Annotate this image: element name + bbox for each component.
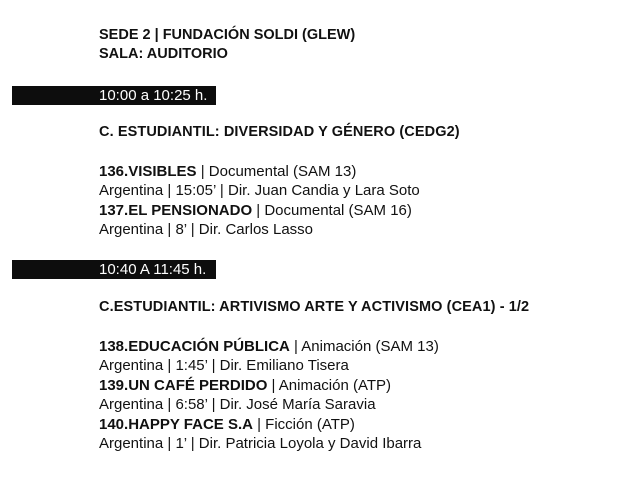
film-entry xyxy=(99,162,356,181)
film-entry xyxy=(99,201,412,220)
film-genre: | Animación (ATP) xyxy=(267,377,392,394)
film-details: Argentina | 8’ | Dir. Carlos Lasso xyxy=(99,221,313,238)
film-genre: | Documental (SAM 13) xyxy=(196,163,357,180)
film-genre: | Documental (SAM 16) xyxy=(252,202,412,219)
film-title: 137.EL PENSIONADO xyxy=(99,202,253,219)
film-entry xyxy=(99,337,439,356)
film-genre: | Ficción (ATP) xyxy=(252,416,355,433)
film-details: Argentina | 15:05’ | Dir. Juan Candia y Lara Soto xyxy=(99,182,420,199)
time-slot-2-label: 10:40 A 11:45 h. xyxy=(99,261,207,278)
time-slot-1-label: 10:00 a 10:25 h. xyxy=(99,87,208,104)
film-title: 138.EDUCACIÓN PÚBLICA xyxy=(99,338,290,355)
film-details: Argentina | 6:58’ | Dir. José María Saravia xyxy=(99,396,376,413)
film-title: 140.HAPPY FACE S.A xyxy=(99,416,253,433)
film-entry xyxy=(99,415,355,434)
time-slot-1 xyxy=(12,86,216,105)
film-entry xyxy=(99,376,391,395)
venue-title: SEDE 2 | FUNDACIÓN SOLDI (GLEW) xyxy=(99,27,356,43)
film-details: Argentina | 1:45’ | Dir. Emiliano Tisera xyxy=(99,357,349,374)
room-title: SALA: AUDITORIO xyxy=(99,46,228,62)
film-title: 136.VISIBLES xyxy=(99,163,197,180)
section-title-1: C. ESTUDIANTIL: DIVERSIDAD Y GÉNERO (CEDG2) xyxy=(99,124,460,140)
section-title-2: C.ESTUDIANTIL: ARTIVISMO ARTE Y ACTIVISMO (CEA1) - 1/2 xyxy=(99,299,530,315)
film-genre: | Animación (SAM 13) xyxy=(289,338,439,355)
film-title: 139.UN CAFÉ PERDIDO xyxy=(99,377,268,394)
film-details: Argentina | 1’ | Dir. Patricia Loyola y David Ibarra xyxy=(99,435,422,452)
time-slot-2 xyxy=(12,260,216,279)
